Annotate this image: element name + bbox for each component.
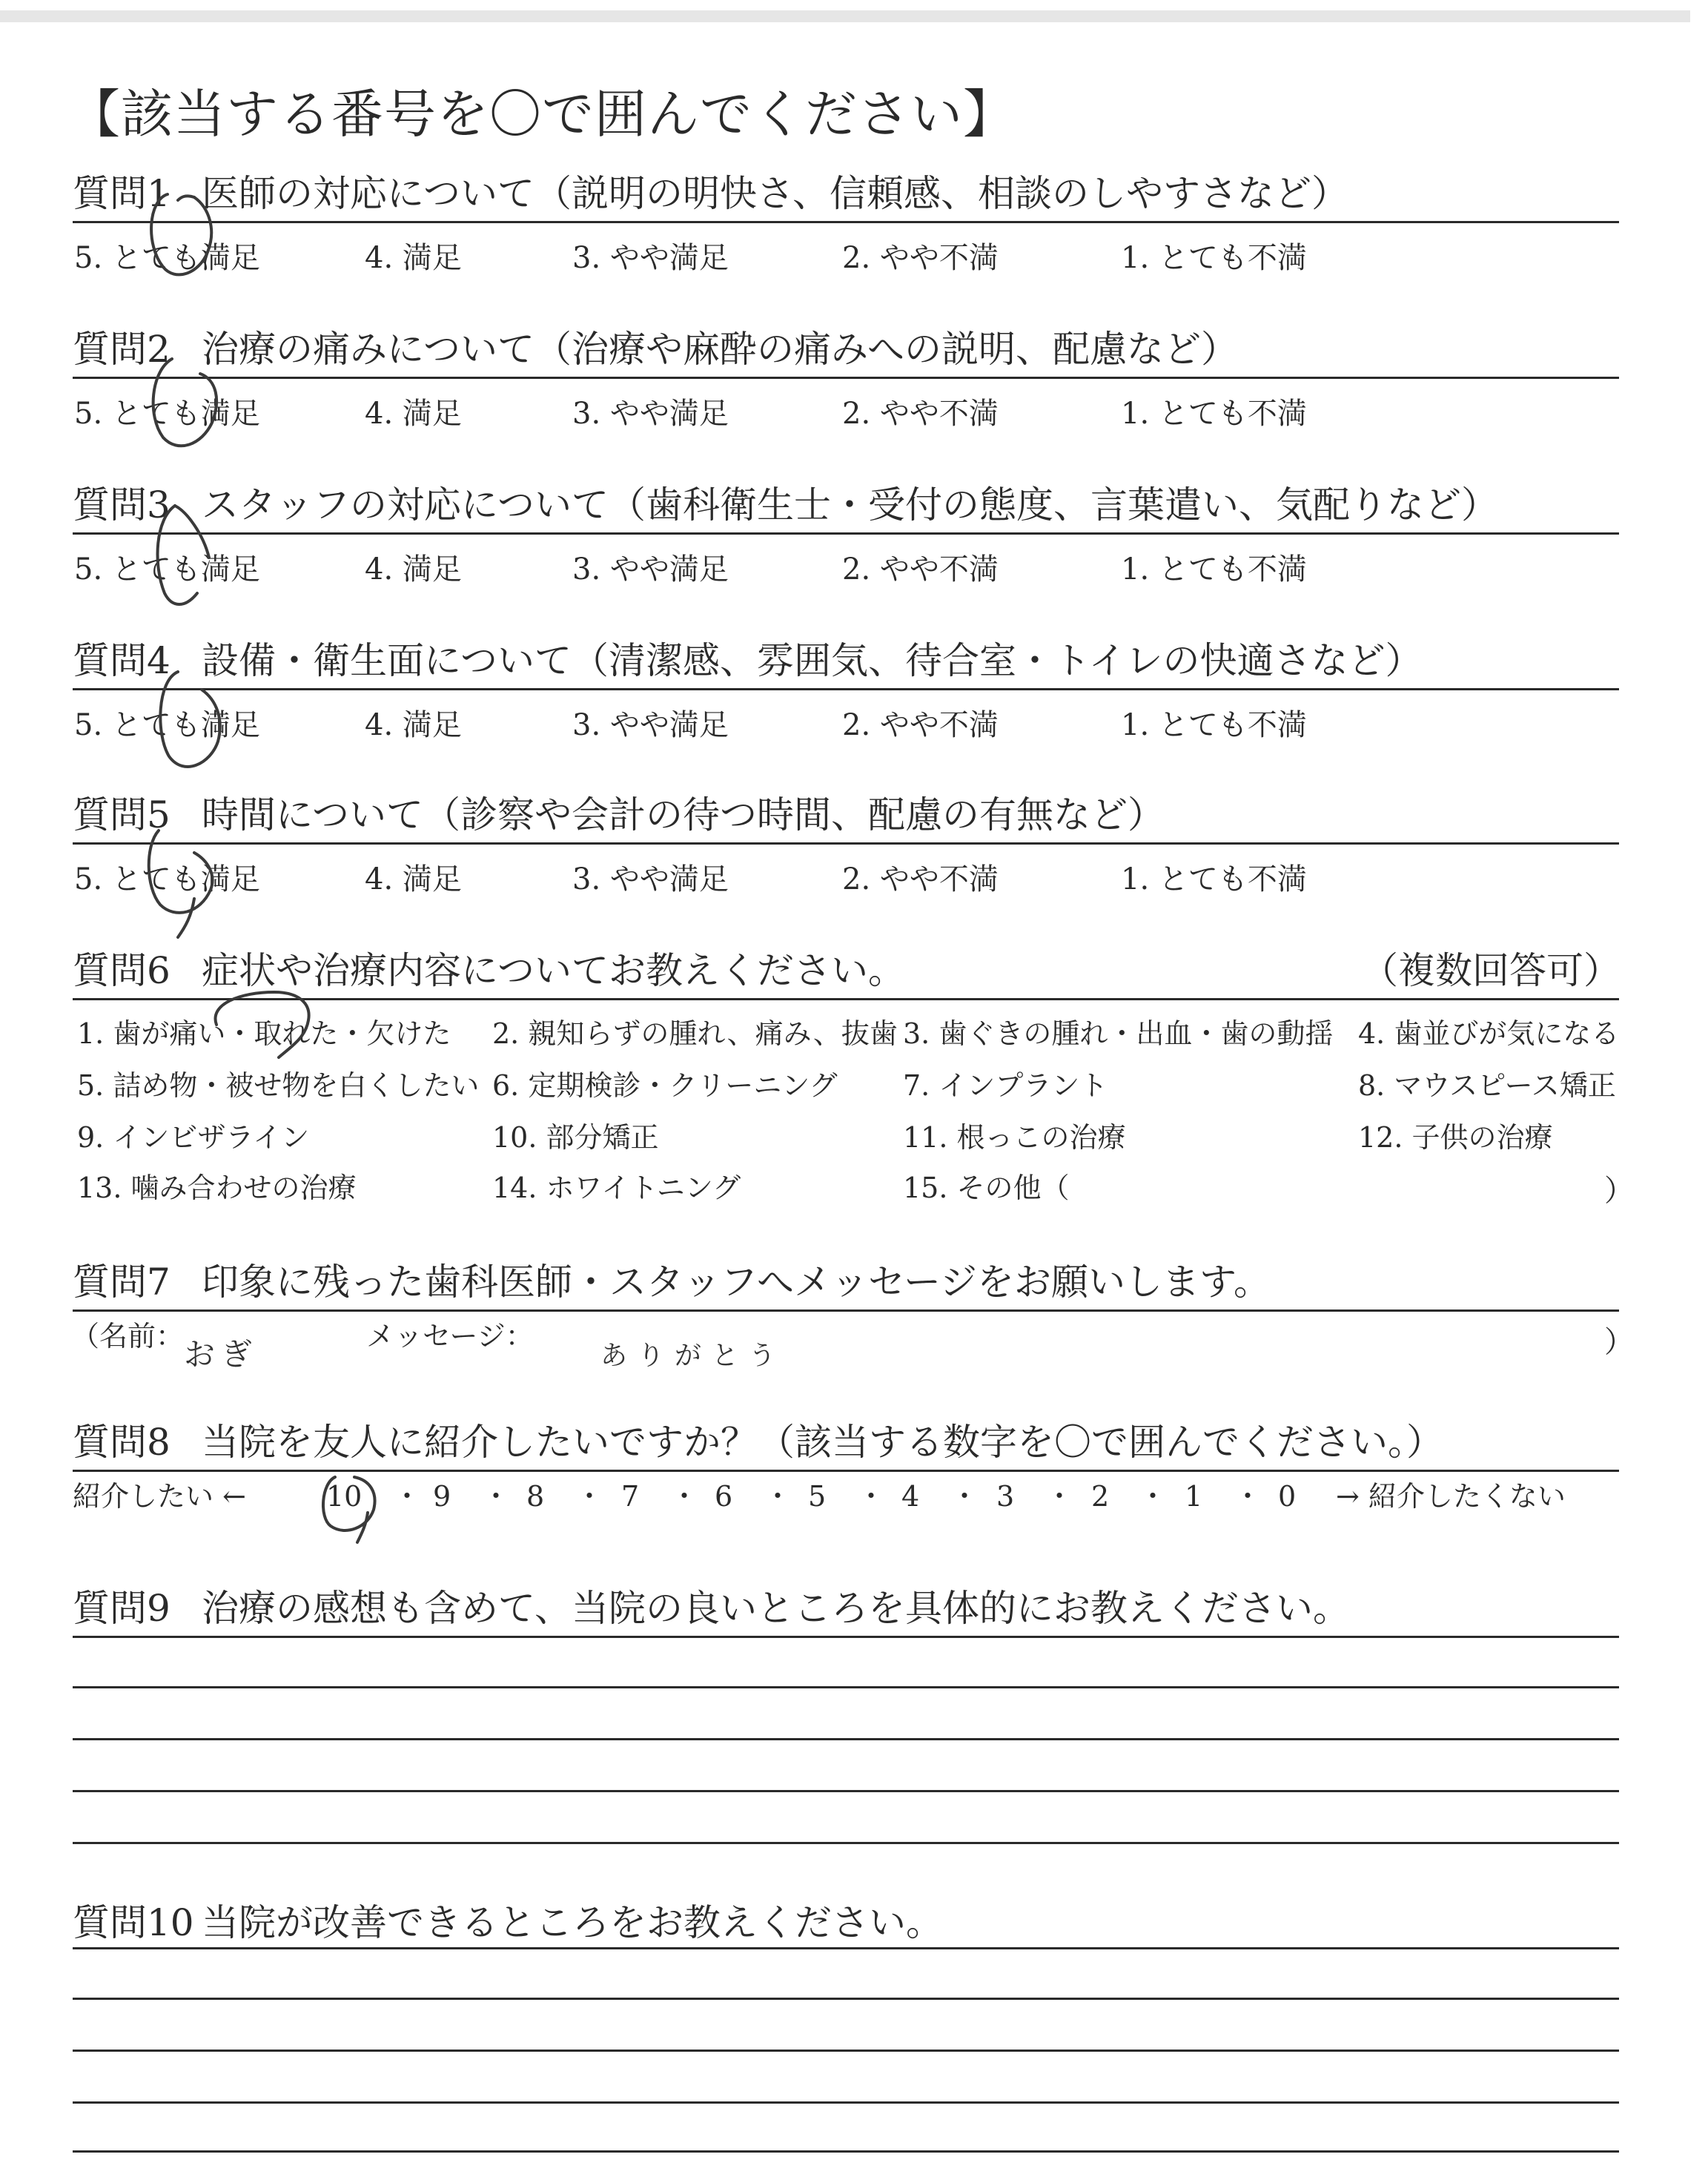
question-2 bbox=[73, 323, 1619, 486]
q9-answer-line[interactable] bbox=[73, 1636, 1619, 1638]
q10-answer-line[interactable] bbox=[73, 2150, 1619, 2153]
question-text: 時間について（診察や会計の待つ時間、配慮の有無など） bbox=[202, 793, 1165, 836]
scale-dot: ・ bbox=[393, 1480, 422, 1513]
symptom-option-12[interactable]: 12. 子供の治療 bbox=[1358, 1121, 1553, 1154]
question-number: 質問5 bbox=[73, 793, 171, 836]
rating-option-5[interactable]: 5. とても満足 bbox=[74, 397, 260, 431]
rating-option-3[interactable]: 3. やや満足 bbox=[572, 241, 729, 275]
question-text: 当院が改善できるところをお教えください。 bbox=[202, 1901, 943, 1944]
message-label: メッセージ： bbox=[366, 1320, 534, 1353]
scale-3[interactable]: 3 bbox=[996, 1480, 1015, 1513]
scale-9[interactable]: 9 bbox=[433, 1480, 451, 1513]
symptom-option-11[interactable]: 11. 根っこの治療 bbox=[903, 1121, 1126, 1154]
other-close-paren: ） bbox=[1604, 1174, 1634, 1208]
scale-dot: ・ bbox=[1139, 1480, 1168, 1513]
scale-dot: ・ bbox=[1234, 1480, 1262, 1513]
scale-0[interactable]: 0 bbox=[1278, 1480, 1297, 1513]
question-4-heading bbox=[73, 635, 1423, 687]
question-text: 当院を友人に紹介したいですか？（該当する数字を〇で囲んでください。） bbox=[202, 1421, 1443, 1464]
rating-option-3[interactable]: 3. やや満足 bbox=[572, 708, 729, 742]
symptom-option-2[interactable]: 2. 親知らずの腫れ、痛み、抜歯 bbox=[492, 1017, 898, 1050]
rating-option-1[interactable]: 1. とても不満 bbox=[1121, 708, 1307, 742]
rating-option-3[interactable]: 3. やや満足 bbox=[572, 862, 729, 896]
question-text: 印象に残った歯科医師・スタッフへメッセージをお願いします。 bbox=[202, 1261, 1271, 1304]
rating-option-5[interactable]: 5. とても満足 bbox=[74, 552, 260, 587]
symptom-option-6[interactable]: 6. 定期検診・クリーニング bbox=[492, 1069, 838, 1102]
message-close-paren: ） bbox=[1604, 1325, 1634, 1359]
q9-answer-line[interactable] bbox=[73, 1790, 1619, 1792]
divider bbox=[73, 842, 1619, 845]
question-number: 質問7 bbox=[73, 1261, 171, 1304]
question-5 bbox=[73, 789, 1619, 952]
question-7-heading bbox=[73, 1256, 1271, 1308]
question-3-heading bbox=[73, 479, 1498, 531]
scale-6[interactable]: 6 bbox=[715, 1480, 733, 1513]
question-8-heading bbox=[73, 1416, 1443, 1468]
divider bbox=[73, 221, 1619, 223]
q9-answer-line[interactable] bbox=[73, 1738, 1619, 1740]
question-1 bbox=[73, 168, 1619, 331]
rating-option-5[interactable]: 5. とても満足 bbox=[74, 708, 260, 742]
scale-dot: ・ bbox=[857, 1480, 886, 1513]
rating-option-4[interactable]: 4. 満足 bbox=[365, 552, 462, 587]
rating-option-4[interactable]: 4. 満足 bbox=[365, 708, 462, 742]
symptom-option-1[interactable]: 1. 歯が痛い・取れた・欠けた bbox=[77, 1017, 451, 1050]
scale-2[interactable]: 2 bbox=[1091, 1480, 1110, 1513]
rating-option-1[interactable]: 1. とても不満 bbox=[1121, 241, 1307, 275]
question-text: 治療の感想も含めて、当院の良いところを具体的にお教えください。 bbox=[202, 1587, 1350, 1630]
rating-option-5[interactable]: 5. とても満足 bbox=[74, 862, 260, 896]
question-text: スタッフの対応について（歯科衛生士・受付の態度、言葉遣い、気配りなど） bbox=[202, 483, 1498, 526]
name-label: （名前： bbox=[71, 1320, 185, 1353]
question-9 bbox=[73, 1582, 1619, 1630]
question-7 bbox=[71, 1256, 1634, 1375]
question-text: 医師の対応について（説明の明快さ、信頼感、相談のしやすさなど） bbox=[202, 172, 1348, 215]
rating-option-1[interactable]: 1. とても不満 bbox=[1121, 862, 1307, 896]
rating-option-3[interactable]: 3. やや満足 bbox=[572, 397, 729, 431]
question-number: 質問2 bbox=[73, 328, 171, 371]
symptom-option-3[interactable]: 3. 歯ぐきの腫れ・出血・歯の動揺 bbox=[903, 1017, 1334, 1050]
question-6 bbox=[73, 945, 1634, 1226]
scale-1[interactable]: 1 bbox=[1185, 1480, 1203, 1513]
question-text: 設備・衛生面について（清潔感、雰囲気、待合室・トイレの快適さなど） bbox=[202, 639, 1423, 682]
multiple-answer-note: （複数回答可） bbox=[1361, 949, 1621, 992]
form-title: 【該当する番号を〇で囲んでください】 bbox=[68, 84, 1016, 145]
divider bbox=[73, 532, 1619, 535]
scale-8[interactable]: 8 bbox=[526, 1480, 545, 1513]
scale-left-label: 紹介したい ← bbox=[73, 1480, 246, 1513]
symptom-option-15[interactable]: 15. その他（ bbox=[903, 1172, 1070, 1204]
divider bbox=[73, 688, 1619, 690]
symptom-option-9[interactable]: 9. インビザライン bbox=[77, 1121, 310, 1154]
q10-answer-line[interactable] bbox=[73, 1998, 1619, 2000]
rating-option-2[interactable]: 2. やや不満 bbox=[842, 708, 999, 742]
scale-dot: ・ bbox=[1045, 1480, 1074, 1513]
scale-right-label: → 紹介したくない bbox=[1336, 1480, 1566, 1513]
divider bbox=[73, 377, 1619, 379]
symptom-option-10[interactable]: 10. 部分矯正 bbox=[492, 1121, 659, 1154]
scale-10[interactable]: 10 bbox=[326, 1480, 363, 1513]
question-1-heading bbox=[73, 168, 1348, 219]
rating-option-4[interactable]: 4. 満足 bbox=[365, 397, 462, 431]
question-5-heading bbox=[73, 789, 1165, 841]
message-handwritten[interactable]: ありがとう bbox=[600, 1341, 787, 1371]
rating-option-2[interactable]: 2. やや不満 bbox=[842, 241, 999, 275]
symptom-option-4[interactable]: 4. 歯並びが気になる bbox=[1358, 1017, 1620, 1050]
question-text: 症状や治療内容についてお教えください。 bbox=[202, 949, 905, 992]
q10-answer-line[interactable] bbox=[73, 2050, 1619, 2052]
q9-answer-line[interactable] bbox=[73, 1686, 1619, 1688]
divider bbox=[73, 1309, 1619, 1312]
symptom-option-8[interactable]: 8. マウスピース矯正 bbox=[1358, 1069, 1616, 1102]
question-3 bbox=[73, 479, 1619, 642]
divider bbox=[73, 998, 1619, 1000]
divider bbox=[73, 1470, 1619, 1472]
question-number: 質問3 bbox=[73, 483, 171, 526]
scale-4[interactable]: 4 bbox=[901, 1480, 920, 1513]
symptom-option-5[interactable]: 5. 詰め物・被せ物を白くしたい bbox=[77, 1069, 480, 1102]
question-6-heading bbox=[73, 945, 1621, 997]
q9-answer-line[interactable] bbox=[73, 1842, 1619, 1844]
rating-option-4[interactable]: 4. 満足 bbox=[365, 241, 462, 275]
scale-7[interactable]: 7 bbox=[621, 1480, 640, 1513]
question-number: 質問4 bbox=[73, 639, 171, 682]
question-number: 質問8 bbox=[73, 1421, 171, 1464]
question-9-heading bbox=[73, 1582, 1350, 1634]
question-number: 質問1 bbox=[73, 172, 171, 215]
scale-dot: ・ bbox=[575, 1480, 604, 1513]
question-2-heading bbox=[73, 323, 1238, 375]
name-handwritten[interactable]: おぎ bbox=[184, 1336, 259, 1373]
scale-dot: ・ bbox=[482, 1480, 511, 1513]
question-text: 治療の痛みについて（治療や麻酔の痛みへの説明、配慮など） bbox=[202, 328, 1238, 371]
question-8 bbox=[73, 1416, 1619, 1535]
symptom-option-13[interactable]: 13. 噛み合わせの治療 bbox=[77, 1172, 357, 1204]
question-number: 質問9 bbox=[73, 1587, 171, 1630]
rating-option-3[interactable]: 3. やや満足 bbox=[572, 552, 729, 587]
rating-option-4[interactable]: 4. 満足 bbox=[365, 862, 462, 896]
rating-option-2[interactable]: 2. やや不満 bbox=[842, 552, 999, 587]
question-number: 質問6 bbox=[73, 949, 171, 992]
symptom-option-14[interactable]: 14. ホワイトニング bbox=[492, 1172, 741, 1204]
rating-option-1[interactable]: 1. とても不満 bbox=[1121, 397, 1307, 431]
rating-option-2[interactable]: 2. やや不満 bbox=[842, 862, 999, 896]
rating-option-5[interactable]: 5. とても満足 bbox=[74, 241, 260, 275]
scale-5[interactable]: 5 bbox=[808, 1480, 827, 1513]
question-10-heading bbox=[73, 1897, 943, 1949]
rating-option-1[interactable]: 1. とても不満 bbox=[1121, 552, 1307, 587]
question-4 bbox=[73, 635, 1619, 798]
q10-answer-line[interactable] bbox=[73, 1947, 1619, 1949]
scale-dot: ・ bbox=[950, 1480, 979, 1513]
rating-option-2[interactable]: 2. やや不満 bbox=[842, 397, 999, 431]
question-number: 質問10 bbox=[73, 1901, 194, 1944]
scale-dot: ・ bbox=[764, 1480, 792, 1513]
scan-edge bbox=[0, 10, 1690, 22]
scale-dot: ・ bbox=[670, 1480, 699, 1513]
question-10 bbox=[73, 1897, 1619, 1944]
q10-answer-line[interactable] bbox=[73, 2101, 1619, 2104]
symptom-option-7[interactable]: 7. インプラント bbox=[903, 1069, 1108, 1102]
